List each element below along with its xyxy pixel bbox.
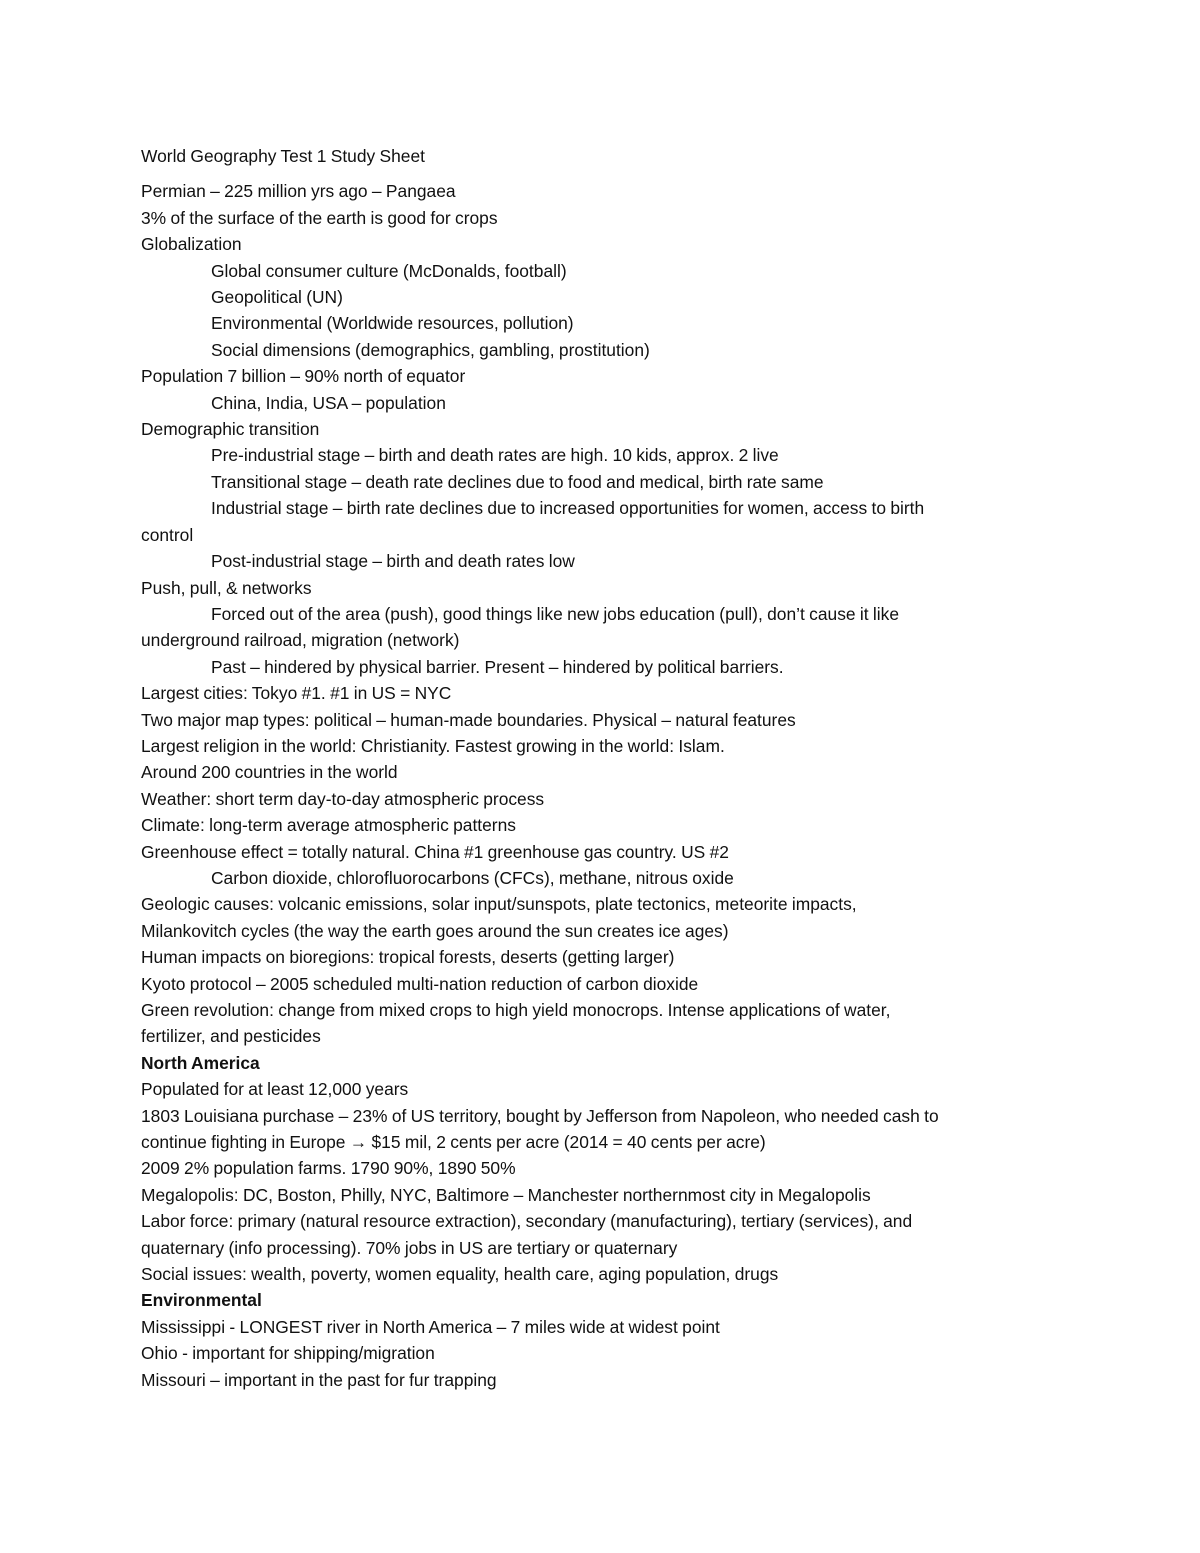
note-line: quaternary (info processing). 70% jobs in US are tertiary or quaternary (141, 1237, 678, 1258)
note-line: Around 200 countries in the world (141, 762, 398, 783)
section-heading: North America (141, 1052, 260, 1073)
note-line: Climate: long-term average atmospheric patterns (141, 815, 516, 836)
note-line: underground railroad, migration (network) (141, 630, 460, 651)
note-line: Past – hindered by physical barrier. Present – hindered by political barriers. (211, 656, 784, 677)
note-line: Industrial stage – birth rate declines due to increased opportunities for women, access to birth (211, 498, 925, 519)
note-line: Forced out of the area (push), good things like new jobs education (pull), don’t cause it like (211, 603, 900, 624)
note-line: Environmental (Worldwide resources, pollution) (211, 313, 574, 334)
document-title: World Geography Test 1 Study Sheet (141, 146, 425, 166)
note-line: Kyoto protocol – 2005 scheduled multi-nation reduction of carbon dioxide (141, 973, 699, 994)
note-line: Populated for at least 12,000 years (141, 1079, 409, 1100)
note-line: Labor force: primary (natural resource extraction), secondary (manufacturing), tertiary (services), and (141, 1211, 913, 1232)
study-notes (141, 178, 1061, 1393)
note-line: 1803 Louisiana purchase – 23% of US territory, bought by Jefferson from Napoleon, who needed cash to (141, 1105, 939, 1126)
note-line: Transitional stage – death rate declines due to food and medical, birth rate same (211, 471, 824, 492)
note-line: Geopolitical (UN) (211, 287, 343, 308)
document-body (141, 143, 1061, 1393)
note-line: Permian – 225 million yrs ago – Pangaea (141, 181, 456, 202)
note-line: control (141, 524, 194, 545)
note-line: Population 7 billion – 90% north of equator (141, 366, 466, 387)
note-line: Weather: short term day-to-day atmospheric process (141, 788, 545, 809)
note-line: Two major map types: political – human-made boundaries. Physical – natural features (141, 709, 796, 730)
note-line: Milankovitch cycles (the way the earth goes around the sun creates ice ages) (141, 920, 729, 941)
section-heading: Environmental (141, 1290, 262, 1311)
note-line: Demographic transition (141, 419, 320, 440)
note-line: Social dimensions (demographics, gambling, prostitution) (211, 339, 650, 360)
note-line: Post-industrial stage – birth and death rates low (211, 551, 575, 572)
note-line: China, India, USA – population (211, 392, 446, 413)
note-line: Push, pull, & networks (141, 577, 312, 598)
note-line: Ohio - important for shipping/migration (141, 1343, 435, 1364)
note-line: Geologic causes: volcanic emissions, solar input/sunspots, plate tectonics, meteorite impacts, (141, 894, 857, 915)
note-line: Social issues: wealth, poverty, women equality, health care, aging population, drugs (141, 1264, 779, 1285)
note-line: Human impacts on bioregions: tropical forests, deserts (getting larger) (141, 947, 675, 968)
note-line: 3% of the surface of the earth is good for crops (141, 207, 498, 228)
note-line: Carbon dioxide, chlorofluorocarbons (CFCs), methane, nitrous oxide (211, 867, 734, 888)
note-line: Largest religion in the world: Christianity. Fastest growing in the world: Islam. (141, 735, 725, 756)
note-line: Missouri – important in the past for fur trapping (141, 1369, 497, 1390)
note-line: 2009 2% population farms. 1790 90%, 1890 50% (141, 1158, 516, 1179)
note-line: continue fighting in Europe → $15 mil, 2 cents per acre (2014 = 40 cents per acre) (141, 1132, 766, 1153)
note-line: Megalopolis: DC, Boston, Philly, NYC, Baltimore – Manchester northernmost city in Megalopolis (141, 1184, 871, 1205)
note-line: Largest cities: Tokyo #1. #1 in US = NYC (141, 683, 452, 704)
note-line: fertilizer, and pesticides (141, 1026, 321, 1047)
note-line: Globalization (141, 234, 242, 255)
note-line: Greenhouse effect = totally natural. China #1 greenhouse gas country. US #2 (141, 841, 729, 862)
note-line: Global consumer culture (McDonalds, football) (211, 260, 567, 281)
note-line: Mississippi - LONGEST river in North America – 7 miles wide at widest point (141, 1316, 720, 1337)
note-line: Pre-industrial stage – birth and death rates are high. 10 kids, approx. 2 live (211, 445, 779, 466)
note-line: Green revolution: change from mixed crops to high yield monocrops. Intense applications of water, (141, 1000, 891, 1020)
